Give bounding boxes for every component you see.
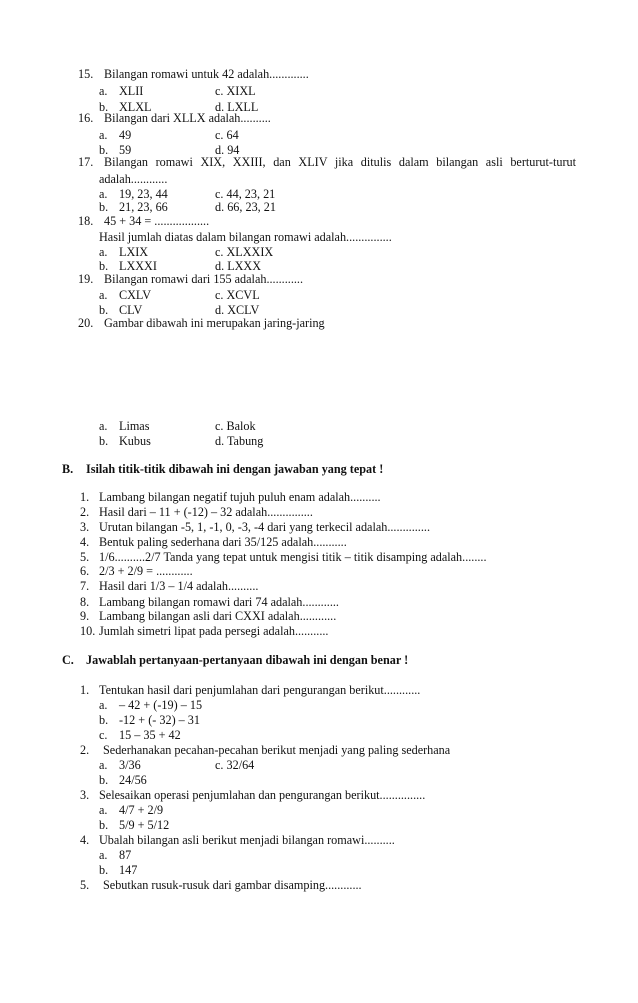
q16-number: 16. [78,111,94,125]
q19-option-d: d. XCLV [215,303,260,317]
q18-option-b: LXXXI [119,259,157,273]
q18-option-b-letter: b. [99,259,109,273]
q18-number: 18. [78,214,94,228]
q20-option-b-letter: b. [99,434,109,448]
q16-text: Bilangan dari XLLX adalah.......... [104,111,271,125]
q18-text-continued: Hasil jumlah diatas dalam bilangan romawi adalah............... [99,230,392,244]
b-item-3-text: Urutan bilangan -5, 1, -1, 0, -3, -4 dari yang terkecil adalah.............. [99,520,430,534]
c-q3-text: Selesaikan operasi penjumlahan dan pengurangan berikut............... [99,788,426,802]
q17-text: Bilangan romawi XIX, XXIII, dan XLIV jika ditulis dalam bilangan asli berturut-turut [104,155,576,169]
q20-option-a: Limas [119,419,150,433]
q15-option-d: d. LXLL [215,100,259,114]
b-item-6-number: 6. [80,564,90,578]
q19-text: Bilangan romawi dari 155 adalah............ [104,272,304,286]
b-item-4-text: Bentuk paling sederhana dari 35/125 adalah........... [99,535,347,549]
c-q2-option-c: c. 32/64 [215,758,255,772]
q16-option-a: 49 [119,128,132,142]
q15-option-a: XLII [119,84,144,98]
c-q1-option-b: -12 + (- 32) – 31 [119,713,200,727]
b-item-6-text: 2/3 + 2/9 = ............ [99,564,193,578]
c-q3-option-b-letter: b. [99,818,109,832]
q15-option-b-letter: b. [99,100,109,114]
q17-text-continued: adalah............ [99,172,168,186]
q15-number: 15. [78,67,94,81]
q17-option-c: c. 44, 23, 21 [215,187,276,201]
b-item-7-text: Hasil dari 1/3 – 1/4 adalah.......... [99,579,259,593]
q19-option-a: CXLV [119,288,152,302]
section-b-title: Isilah titik-titik dibawah ini dengan jawaban yang tepat ! [86,462,384,476]
c-q2-number: 2. [80,743,90,757]
q18-option-c: c. XLXXIX [215,245,274,259]
c-q4-option-a: 87 [119,848,132,862]
q19-option-a-letter: a. [99,288,108,302]
c-q3-option-b: 5/9 + 5/12 [119,818,170,832]
b-item-8-number: 8. [80,595,90,609]
c-q4-option-a-letter: a. [99,848,108,862]
c-q1-option-c: 15 – 35 + 42 [119,728,181,742]
b-item-9-number: 9. [80,609,90,623]
b-item-10-text: Jumlah simetri lipat pada persegi adalah........... [99,624,329,638]
b-item-5-number: 5. [80,550,90,564]
c-q1-option-a-letter: a. [99,698,108,712]
b-item-5-text: 1/6..........2/7 Tanda yang tepat untuk mengisi titik – titik disamping adalah........ [99,550,487,564]
q19-number: 19. [78,272,94,286]
c-q2-option-b-letter: b. [99,773,109,787]
c-q3-number: 3. [80,788,90,802]
section-c-label: C. [62,653,74,667]
q15-option-b: XLXL [119,100,152,114]
q18-text: 45 + 34 = .................. [104,214,210,228]
b-item-9-text: Lambang bilangan asli dari CXXI adalah............ [99,609,337,623]
c-q1-option-c-letter: c. [99,728,108,742]
q16-option-d: d. 94 [215,143,240,157]
q18-option-a-letter: a. [99,245,108,259]
b-item-7-number: 7. [80,579,90,593]
q17-option-a: 19, 23, 44 [119,187,168,201]
q16-option-a-letter: a. [99,128,108,142]
b-item-1-number: 1. [80,490,90,504]
c-q4-number: 4. [80,833,90,847]
b-item-3-number: 3. [80,520,90,534]
c-q2-option-a: 3/36 [119,758,141,772]
c-q5-text: Sebutkan rusuk-rusuk dari gambar disamping............ [103,878,362,892]
q15-option-a-letter: a. [99,84,108,98]
c-q4-option-b: 147 [119,863,138,877]
section-b-label: B. [62,462,74,476]
q18-option-a: LXIX [119,245,149,259]
q20-number: 20. [78,316,94,330]
c-q5-number: 5. [80,878,90,892]
q20-option-b: Kubus [119,434,151,448]
b-item-1-text: Lambang bilangan negatif tujuh puluh enam adalah.......... [99,490,381,504]
b-item-4-number: 4. [80,535,90,549]
section-c-title: Jawablah pertanyaan-pertanyaan dibawah ini dengan benar ! [86,653,409,667]
q16-option-b-letter: b. [99,143,109,157]
c-q2-text: Sederhanakan pecahan-pecahan berikut menjadi yang paling sederhana [103,743,451,757]
b-item-2-text: Hasil dari – 11 + (-12) – 32 adalah............... [99,505,313,519]
c-q3-option-a-letter: a. [99,803,108,817]
c-q1-text: Tentukan hasil dari penjumlahan dari pengurangan berikut............ [99,683,421,697]
q18-option-d: d. LXXX [215,259,262,273]
q15-option-c: c. XIXL [215,84,256,98]
c-q2-option-a-letter: a. [99,758,108,772]
b-item-8-text: Lambang bilangan romawi dari 74 adalah............ [99,595,339,609]
c-q2-option-b: 24/56 [119,773,147,787]
q19-option-b: CLV [119,303,143,317]
q19-option-b-letter: b. [99,303,109,317]
c-q4-text: Ubalah bilangan asli berikut menjadi bilangan romawi.......... [99,833,395,847]
q20-option-d: d. Tabung [215,434,264,448]
c-q1-number: 1. [80,683,90,697]
q17-number: 17. [78,155,94,169]
q16-option-c: c. 64 [215,128,239,142]
b-item-2-number: 2. [80,505,90,519]
b-item-10-number: 10. [80,624,96,638]
q20-option-c: c. Balok [215,419,256,433]
q17-option-d: d. 66, 23, 21 [215,200,276,214]
c-q1-option-a: – 42 + (-19) – 15 [119,698,203,712]
q20-text: Gambar dibawah ini merupakan jaring-jaring [104,316,325,330]
q20-option-a-letter: a. [99,419,108,433]
q15-text: Bilangan romawi untuk 42 adalah............. [104,67,309,81]
q17-option-b-letter: b. [99,200,109,214]
q17-option-a-letter: a. [99,187,108,201]
q16-option-b: 59 [119,143,132,157]
q19-option-c: c. XCVL [215,288,260,302]
c-q4-option-b-letter: b. [99,863,109,877]
q17-option-b: 21, 23, 66 [119,200,168,214]
c-q3-option-a: 4/7 + 2/9 [119,803,164,817]
c-q1-option-b-letter: b. [99,713,109,727]
